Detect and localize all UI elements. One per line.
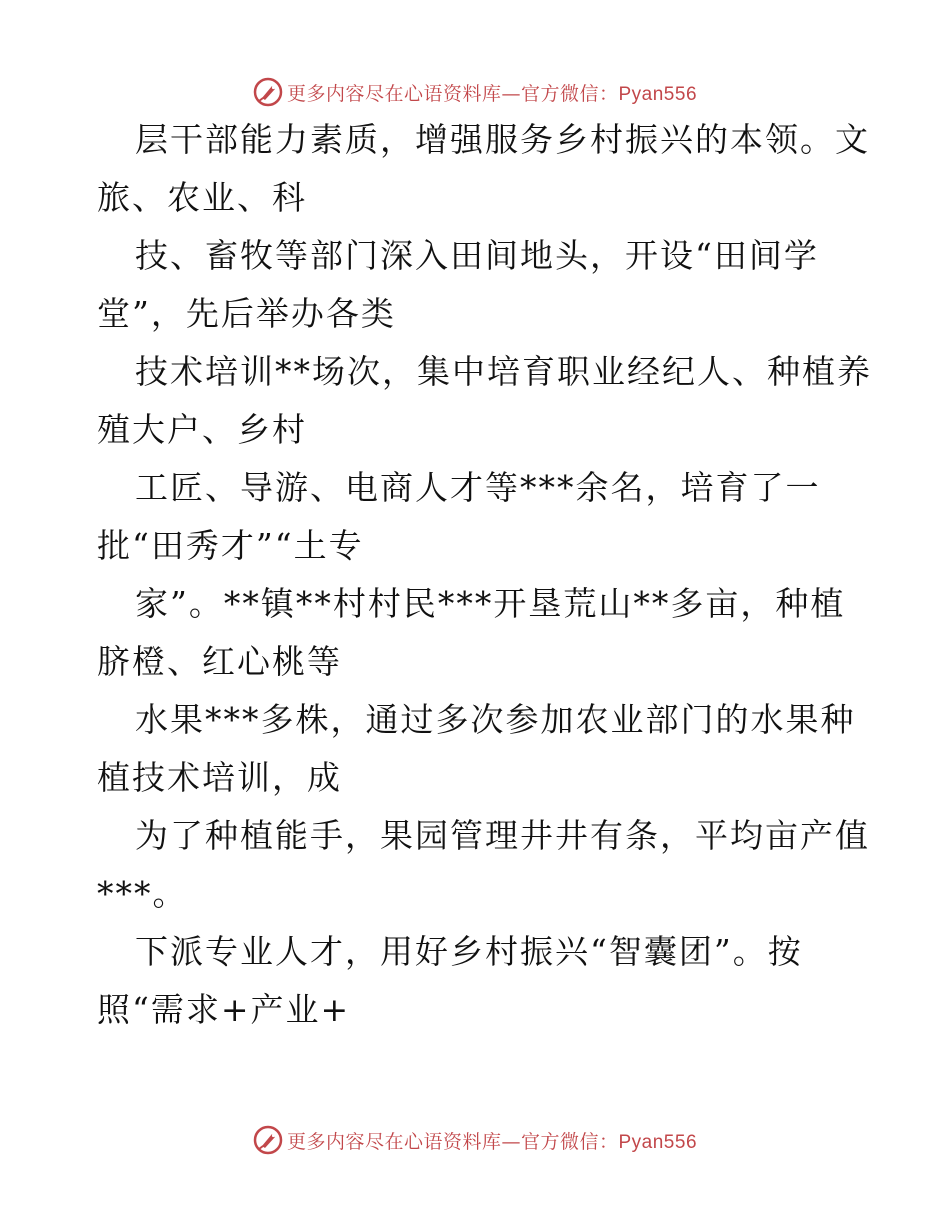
pen-nib-logo-icon: [253, 1125, 283, 1155]
watermark-text: 更多内容尽在心语资料库—官方微信：: [286, 1130, 619, 1153]
header-watermark: [0, 72, 950, 112]
text-line: 水果***多株，通过多次参加农业部门的水果种: [135, 700, 856, 739]
text-line: 脐橙、红心桃等: [97, 642, 342, 681]
text-line: ***。: [97, 874, 188, 913]
text-line: 技术培训**场次，集中培育职业经纪人、种植养: [135, 352, 872, 391]
text-line: 照“需求+产业+: [97, 990, 351, 1029]
text-line: 旅、农业、科: [97, 178, 307, 217]
text-line: 植技术培训，成: [97, 758, 342, 797]
pen-nib-logo-icon: [253, 77, 283, 107]
text-line: 家”。**镇**村村民***开垦荒山**多亩，种植: [135, 584, 846, 623]
text-line: 技、畜牧等部门深入田间地头，开设“田间学: [135, 236, 819, 275]
text-line: 层干部能力素质，增强服务乡村振兴的本领。文: [135, 120, 870, 159]
text-line: 为了种植能手，果园管理井井有条，平均亩产值: [135, 816, 870, 855]
text-line: 批“田秀才”“土专: [97, 526, 364, 565]
text-line: 殖大户、乡村: [97, 410, 307, 449]
text-line: 堂”，先后举办各类: [97, 294, 396, 333]
watermark-id: Pyan556: [618, 83, 698, 105]
footer-watermark: [0, 1120, 950, 1160]
text-line: 下派专业人才，用好乡村振兴“智囊团”。按: [135, 932, 803, 971]
watermark-text: 更多内容尽在心语资料库—官方微信：: [286, 82, 619, 105]
watermark-id: Pyan556: [618, 1131, 698, 1153]
text-line: 工匠、导游、电商人才等***余名，培育了一: [135, 468, 821, 507]
